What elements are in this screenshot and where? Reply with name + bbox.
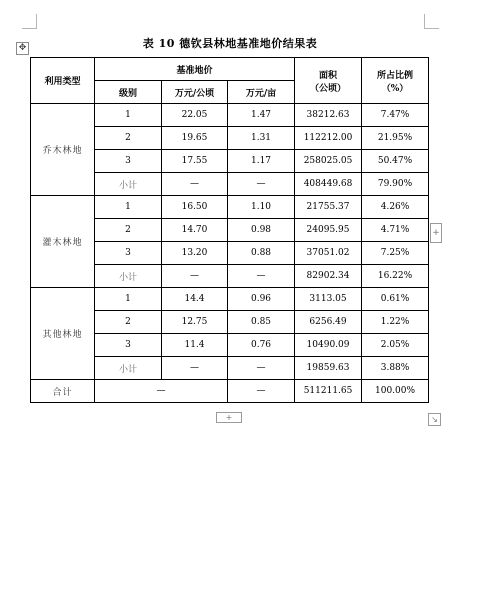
move-icon: ✥ [18, 43, 27, 53]
total-area-cell: 511211.65 [295, 380, 362, 403]
share-cell: 21.95% [362, 127, 429, 150]
price-mu-cell: — [228, 357, 295, 380]
page-corner-mark-top-left [22, 14, 37, 29]
area-cell: 112212.00 [295, 127, 362, 150]
share-cell: 4.71% [362, 219, 429, 242]
price-mu-cell: 1.17 [228, 150, 295, 173]
table-row [31, 196, 429, 219]
price-ha-cell: 16.50 [162, 196, 228, 219]
area-cell: 82902.34 [295, 265, 362, 288]
header-benchmark-price: 基准地价 [95, 58, 295, 81]
total-label: 合计 [31, 380, 95, 403]
price-ha-cell: — [162, 357, 228, 380]
header-row-1 [31, 58, 429, 81]
price-ha-cell: — [162, 173, 228, 196]
grade-cell: 2 [95, 311, 162, 334]
page-corner-mark-top-right [424, 14, 439, 29]
share-cell: 0.61% [362, 288, 429, 311]
price-ha-cell: 13.20 [162, 242, 228, 265]
subtotal-label: 小计 [95, 357, 162, 380]
table-resize-handle[interactable] [428, 413, 441, 426]
share-cell: 7.47% [362, 104, 429, 127]
price-mu-cell: 1.31 [228, 127, 295, 150]
price-mu-cell: 0.85 [228, 311, 295, 334]
area-cell: 10490.09 [295, 334, 362, 357]
grade-cell: 2 [95, 127, 162, 150]
price-mu-cell: 0.98 [228, 219, 295, 242]
area-cell: 258025.05 [295, 150, 362, 173]
price-mu-cell: — [228, 173, 295, 196]
header-share-unit: （%） [381, 83, 409, 94]
header-land-use-type: 利用类型 [31, 58, 95, 104]
price-ha-cell: 12.75 [162, 311, 228, 334]
land-type-cell: 其他林地 [31, 288, 95, 380]
subtotal-label: 小计 [95, 173, 162, 196]
area-cell: 38212.63 [295, 104, 362, 127]
area-cell: 24095.95 [295, 219, 362, 242]
table-move-handle[interactable] [16, 42, 29, 55]
share-cell: 3.88% [362, 357, 429, 380]
header-area [295, 58, 362, 104]
share-cell: 16.22% [362, 265, 429, 288]
header-area-unit: （公顷） [310, 83, 347, 94]
grade-cell: 3 [95, 242, 162, 265]
add-column-button[interactable] [430, 223, 442, 243]
grade-cell: 3 [95, 150, 162, 173]
header-grade: 级别 [95, 81, 162, 104]
area-cell: 19859.63 [295, 357, 362, 380]
land-price-table [30, 57, 429, 403]
price-mu-cell: — [228, 265, 295, 288]
total-price-mu-cell: — [228, 380, 295, 403]
price-mu-cell: 0.88 [228, 242, 295, 265]
price-mu-cell: 0.96 [228, 288, 295, 311]
price-ha-cell: 17.55 [162, 150, 228, 173]
header-share-label: 所占比例 [377, 70, 414, 81]
total-share-cell: 100.00% [362, 380, 429, 403]
price-ha-cell: 11.4 [162, 334, 228, 357]
table-row [31, 288, 429, 311]
grade-cell: 2 [95, 219, 162, 242]
share-cell: 4.26% [362, 196, 429, 219]
resize-icon: ↘ [431, 415, 438, 424]
price-ha-cell: 14.4 [162, 288, 228, 311]
header-price-per-hectare: 万元/公顷 [162, 81, 228, 104]
table-title: 表 10 德钦县林地基准地价结果表 [142, 37, 318, 50]
grade-cell: 1 [95, 104, 162, 127]
area-cell: 21755.37 [295, 196, 362, 219]
subtotal-label: 小计 [95, 265, 162, 288]
price-ha-cell: — [162, 265, 228, 288]
share-cell: 2.05% [362, 334, 429, 357]
price-ha-cell: 19.65 [162, 127, 228, 150]
grade-cell: 1 [95, 196, 162, 219]
area-cell: 6256.49 [295, 311, 362, 334]
share-cell: 50.47% [362, 150, 429, 173]
price-ha-cell: 22.05 [162, 104, 228, 127]
share-cell: 79.90% [362, 173, 429, 196]
add-row-button[interactable] [216, 412, 242, 423]
land-type-cell: 乔木林地 [31, 104, 95, 196]
price-mu-cell: 1.10 [228, 196, 295, 219]
area-cell: 3113.05 [295, 288, 362, 311]
price-mu-cell: 0.76 [228, 334, 295, 357]
grade-cell: 1 [95, 288, 162, 311]
total-row [31, 380, 429, 403]
header-share [362, 58, 429, 104]
area-cell: 37051.02 [295, 242, 362, 265]
header-area-label: 面积 [319, 70, 338, 81]
header-price-per-mu: 万元/亩 [228, 81, 295, 104]
table-row [31, 104, 429, 127]
grade-cell: 3 [95, 334, 162, 357]
share-cell: 1.22% [362, 311, 429, 334]
plus-icon: + [432, 228, 440, 238]
plus-icon: + [225, 413, 233, 422]
land-type-cell: 灌木林地 [31, 196, 95, 288]
price-mu-cell: 1.47 [228, 104, 295, 127]
area-cell: 408449.68 [295, 173, 362, 196]
price-ha-cell: 14.70 [162, 219, 228, 242]
total-price-cell: — [95, 380, 228, 403]
share-cell: 7.25% [362, 242, 429, 265]
